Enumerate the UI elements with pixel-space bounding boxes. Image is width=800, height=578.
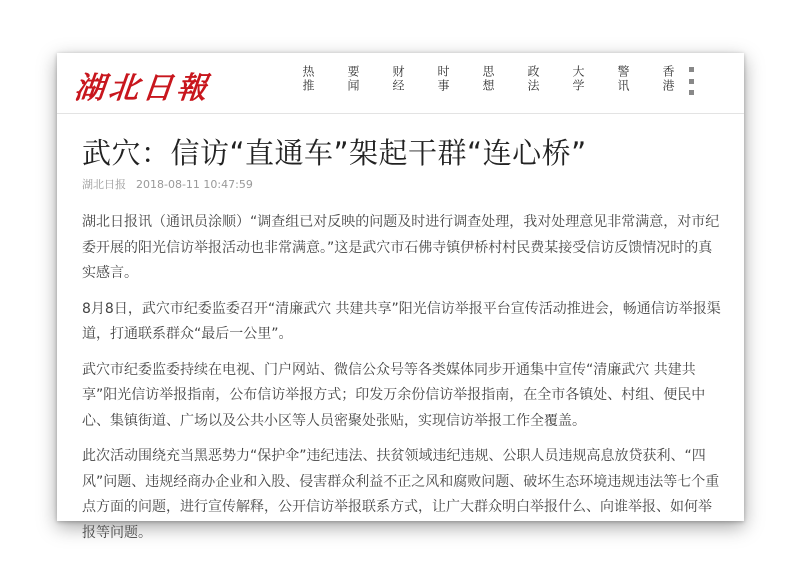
- nav-item-police[interactable]: 警讯: [616, 65, 630, 93]
- article-paragraph: 湖北日报讯（通讯员涂顺）“调查组已对反映的问题及时进行调查处理，我对处理意见非常满意，对市纪委开展的阳光信访举报活动也非常满意。”这是武穴市石佛寺镇伊桥村村民费某接受信访反馈情况时的真实感言。: [82, 214, 720, 281]
- article-date: 2018-08-11 10:47:59: [136, 178, 253, 191]
- article-paragraph: 武穴市纪委监委持续在电视、门户网站、微信公众号等各类媒体同步开通集中宣传“清廉武穴 共建共享”阳光信访举报指南，公布信访举报方式；印发万余份信访举报指南，在全市各镇处、村组、便民中心、集镇街道、广场以及公共小区等人员密聚处张贴，实现信访举报工作全覆盖。: [82, 361, 706, 429]
- more-vertical-icon[interactable]: [687, 67, 695, 95]
- nav-bar: [271, 65, 676, 101]
- nav-item-thought[interactable]: 思想: [481, 65, 495, 93]
- nav-item-news[interactable]: 要闻: [346, 65, 360, 93]
- article-title: 武穴：信访“直通车”架起干群“连心桥”: [82, 136, 587, 170]
- article-meta: [82, 176, 253, 192]
- nav-item-current[interactable]: 时事: [436, 65, 450, 93]
- article-source: 湖北日报: [82, 178, 126, 191]
- nav-item-law[interactable]: 政法: [526, 65, 540, 93]
- nav-item-university[interactable]: 大学: [571, 65, 585, 93]
- article-paragraph: 8月8日，武穴市纪委监委召开“清廉武穴 共建共享”阳光信访举报平台宣传活动推进会，畅通信访举报渠道，打通联系群众“最后一公里”。: [82, 300, 721, 342]
- nav-item-hongkong[interactable]: 香港: [661, 65, 675, 93]
- article-paragraph: 此次活动围绕充当黑恶势力“保护伞”违纪违法、扶贫领域违纪违规、公职人员违规高息放贷获利、“四风”问题、违规经商办企业和入股、侵害群众利益不正之风和腐败问题、破坏生态环境违规违法等七个重点方面的问题，进行宣传解释，公开信访举报联系方式，让广大群众明白举报什么、向谁举报、如何举报等问题。: [82, 448, 720, 541]
- nav-item-finance[interactable]: 财经: [391, 65, 405, 93]
- article-body: [82, 210, 722, 556]
- site-header: [57, 53, 744, 114]
- nav-item-hot[interactable]: 热推: [301, 65, 315, 93]
- article-card: [57, 53, 744, 541]
- site-logo[interactable]: 湖北日報: [72, 71, 213, 106]
